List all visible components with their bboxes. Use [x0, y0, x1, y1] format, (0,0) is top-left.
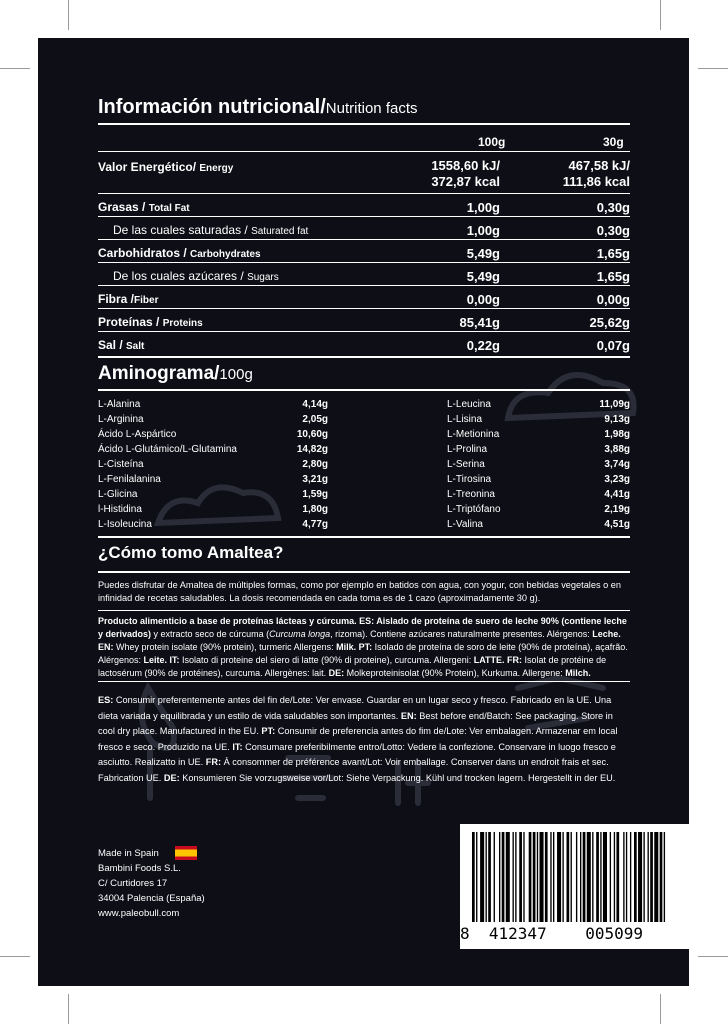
- divider: [98, 193, 630, 194]
- company-website[interactable]: www.paleobull.com: [98, 908, 180, 919]
- amino-row: L-Prolina 3,88g: [447, 444, 630, 455]
- company-city: 34004 Palencia (España): [98, 893, 205, 904]
- divider: [98, 571, 630, 573]
- amino-row: L-Arginina 2,05g: [98, 414, 328, 425]
- made-in-label: Made in Spain: [98, 848, 159, 859]
- divider: [98, 216, 630, 217]
- how-to-take-title: ¿Cómo tomo Amaltea?: [98, 543, 284, 562]
- divider: [98, 610, 630, 611]
- crop-mark-top-left-v: [68, 0, 69, 30]
- amino-row: L-Lisina 9,13g: [447, 414, 630, 425]
- company-street: C/ Curtidores 17: [98, 878, 168, 889]
- amino-row: l-Histidina 1,80g: [98, 504, 328, 515]
- divider: [98, 536, 630, 538]
- barcode-number: 8 412347 005099: [460, 924, 644, 943]
- company-name: Bambini Foods S.L.: [98, 863, 181, 874]
- amino-row: L-Valina 4,51g: [447, 519, 630, 530]
- divider: [98, 356, 630, 358]
- crop-mark-top-right-h: [698, 68, 728, 69]
- divider: [98, 308, 630, 309]
- crop-mark-bottom-left-v: [68, 994, 69, 1024]
- divider: [98, 285, 630, 286]
- column-header-30g: 30g: [603, 135, 624, 149]
- amino-row: L-Fenilalanina 3,21g: [98, 474, 328, 485]
- amino-row: L-Serina 3,74g: [447, 459, 630, 470]
- divider: [98, 331, 630, 332]
- ingredients-text: Producto alimenticio a base de proteínas lácteas y cúrcuma. ES: Aislado de proteína de suero de leche 90% (contiene leche y derivados) y extracto seco de cúrcuma (Curcuma longa, rizoma). Contiene azúcares naturalmente presentes. Alérgenos: Leche. EN: Whey protein isolate (90% protein), turmeric Allergens: Milk. PT: Isolado de proteína de soro de leite (90% de proteína), açafrão. Alérgenos: Leite. IT: Isolato di proteine del siero di latte (90% di proteine), curcuma. Allergeni: LATTE. FR: Isolat de protéine de lactosérum (90% de protéines), curcuma. Allergènes: lait. DE: Molkeproteinisolat (90% Protein), Kurkuma. Allergene: Milch.: [98, 616, 628, 678]
- how-to-take-text: Puedes disfrutar de Amaltea de múltiples formas, como por ejemplo en batidos con agua, con yogur, con bebidas vegetales o en infinidad de recetas saludables. La dosis recomendada en cada toma es de 1 cazo (aproximadamente 30 g).: [98, 580, 621, 603]
- aminogram-right-column: [447, 397, 630, 532]
- divider: [98, 262, 630, 263]
- amino-row: L-Glicina 1,59g: [98, 489, 328, 500]
- aminogram-title: Aminograma/100g: [98, 363, 253, 384]
- divider: [98, 239, 630, 240]
- amino-row: L-Isoleucina 4,77g: [98, 519, 328, 530]
- crop-mark-top-right-v: [660, 0, 661, 30]
- divider: [98, 681, 630, 682]
- label-panel: Información nutricional/Nutrition facts 100g 30g Valor Energético/ Energy 1558,60 kJ/ 372,87 kcal 467,58 kJ/ 111,86 kcal Grasas / Total Fat 1,00g 0,30g De las cuales saturadas / Saturated fat 1,00g 0,30g Carbohidratos / Carbohydrates 5,49g 1,65g De los cuales azúcares / Sugars 5,49g 1,65g Fibra /Fiber 0,00g 0,00g Proteínas / Proteins 85,41g 25,62g Sal / Salt 0,22g 0,07g Aminograma/100g L-Alanina 4,14g L-Arginina 2,05g Ácido L-Aspártico 10,60g Ácido L-Glutámico/L-Glutamina 14,82g L-Cisteína 2,80g L-Fenilalanina 3,21g L-Glicina 1,59g l-Histidina 1,80g L-Isoleucina 4,77g L-Leucina 11,09g L-Lisina 9,13g L-Metionina 1,98g L-Prolina 3,88g L-Serina 3,74g L-Tirosina 3,23g L-Treonina 4,41g L-Triptófano 2,19g L-Valina 4,51g ¿Cómo tomo Amaltea? Puedes disfrutar de Amaltea de múltiples formas, como por ejemplo en batidos con agua, con yogur, con bebidas vegetales o en infinidad de recetas saludables. La dosis recomendada en cada toma es de 1 cazo (aproximadamente 30 g). Producto alimenticio a base de proteínas lácteas y cúrcuma. ES: Aislado de proteína de suero de leche 90% (contiene leche y derivados) y extracto seco de cúrcuma (Curcuma longa, rizoma). Contiene azúcares naturalmente presentes. Alérgenos: Leche. EN: Whey protein isolate (90% protein), turmeric Allergens: Milk. PT: Isolado de proteína de soro de leite (90% de proteína), açafrão. Alérgenos: Leite. IT: Isolato di proteine del siero di latte (90% di proteine), curcuma. Allergeni: LATTE. FR: Isolat de protéine de lactosérum (90% de protéines), curcuma. Allergènes: lait. DE: Molkeproteinisolat (90% Protein), Kurkuma. Allergene: Milch. ES: Consumir preferentemente antes del fin de/Lote: Ver envase. Guardar en un lugar seco y fresco. Fabricado en la UE. Una dieta variada y equilibrada y un estilo de vida saludables son importantes. EN: Best before end/Batch: See packaging. Store in cool dry place. Manufactured in the EU. PT: Consumir de preferencia antes do fim de/Lote: Ver embalagen. Armazenar em local fresco e seco. Produzido na UE. IT: Consumare preferibilmente entro/Lotto: Vedere la confezione. Conservare in luogo fresco e asciutto. Realizatto in UE. FR: À consommer de préférence avant/Lot: Voir emballage. Conserver dans un endroit frais et sec. Fabrication UE. DE: Konsumieren Sie vorzugsweise vor/Lot: Siehe Verpackung. Kühl und trocken lagern. Hergestellt in der EU. Made in Spain Bambini Foods S.L. C/ Curtidores 17 34004 Palencia (España) www.paleobull.com 8 412347 005099: [38, 38, 689, 986]
- amino-row: L-Alanina 4,14g: [98, 399, 328, 410]
- spain-flag-icon: [175, 846, 197, 860]
- crop-mark-bottom-right-h: [698, 956, 728, 957]
- amino-row: L-Treonina 4,41g: [447, 489, 630, 500]
- crop-mark-bottom-right-v: [660, 994, 661, 1024]
- column-header-100g: 100g: [478, 135, 506, 149]
- nutrition-row-energy: Valor Energético/ Energy 1558,60 kJ/ 372,87 kcal 467,58 kJ/ 111,86 kcal: [98, 158, 630, 189]
- amino-row: L-Metionina 1,98g: [447, 429, 630, 440]
- nutrition-title: Información nutricional/Nutrition facts: [98, 96, 418, 118]
- amino-row: Ácido L-Glutámico/L-Glutamina 14,82g: [98, 444, 328, 455]
- amino-row: Ácido L-Aspártico 10,60g: [98, 429, 328, 440]
- divider: [98, 389, 630, 391]
- divider: [98, 151, 630, 152]
- amino-row: L-Tirosina 3,23g: [447, 474, 630, 485]
- barcode: [460, 824, 689, 949]
- crop-mark-bottom-left-h: [0, 956, 30, 957]
- amino-row: L-Triptófano 2,19g: [447, 504, 630, 515]
- storage-text: ES: Consumir preferentemente antes del fin de/Lote: Ver envase. Guardar en un lugar seco y fresco. Fabricado en la UE. Una dieta variada y equilibrada y un estilo de vida saludables son importantes. EN: Best before end/Batch: See packaging. Store in cool dry place. Manufactured in the EU. PT: Consumir de preferencia antes do fim de/Lote: Ver embalagen. Armazenar em local fresco e seco. Produzido na UE. IT: Consumare preferibilmente entro/Lotto: Vedere la confezione. Conservare in luogo fresco e asciutto. Realizatto in UE. FR: À consommer de préférence avant/Lot: Voir emballage. Conserver dans un endroit frais et sec. Fabrication UE. DE: Konsumieren Sie vorzugsweise vor/Lot: Siehe Verpackung. Kühl und trocken lagern. Hergestellt in der EU.: [98, 695, 618, 783]
- amino-row: L-Leucina 11,09g: [447, 399, 630, 410]
- divider: [98, 123, 630, 125]
- aminogram-left-column: [98, 397, 328, 532]
- crop-mark-top-left-h: [0, 68, 30, 69]
- amino-row: L-Cisteína 2,80g: [98, 459, 328, 470]
